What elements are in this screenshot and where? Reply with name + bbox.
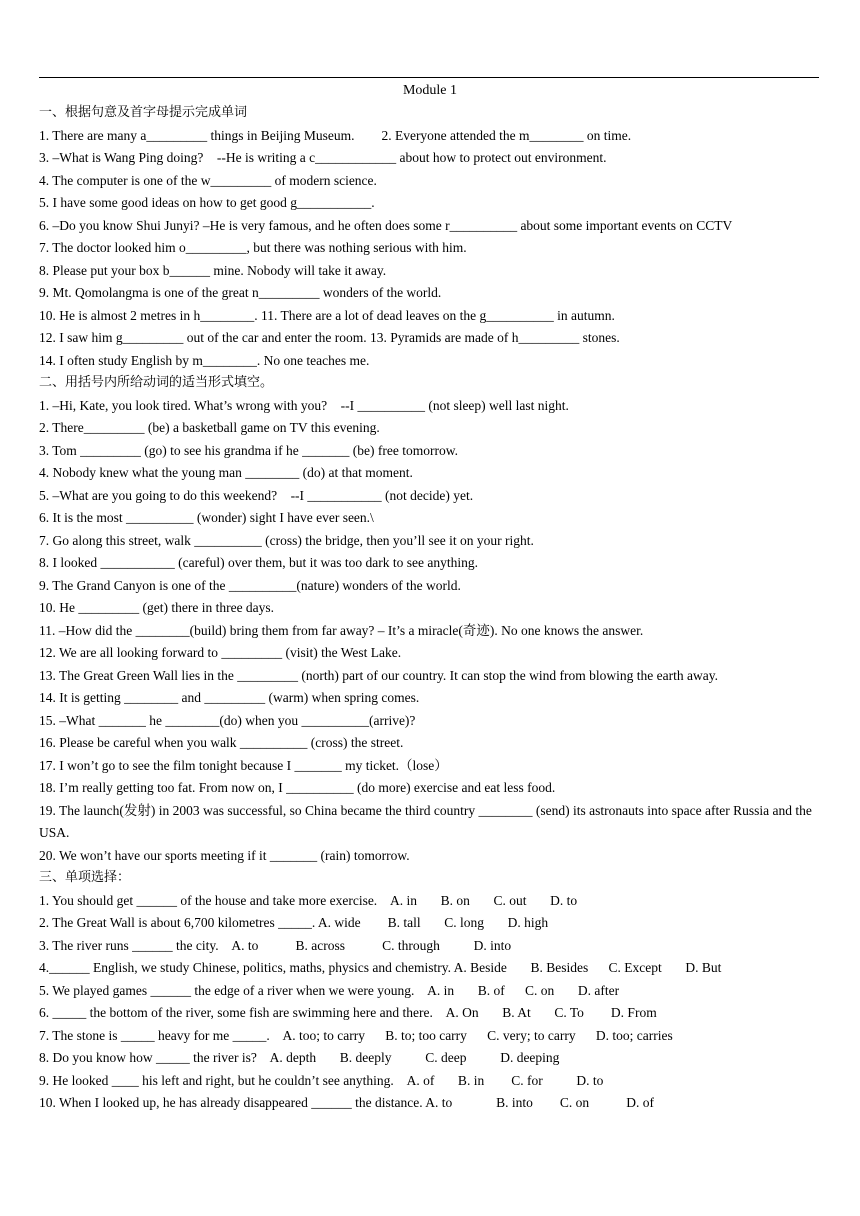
section2-line: 14. It is getting ________ and _________ (warm) when spring comes. [39,690,420,705]
section1-line: 1. There are many a_________ things in Beijing Museum. 2. Everyone attended the m________ on time. [39,127,632,143]
section2-line: 6. It is the most __________ (wonder) sight I have ever seen.\ [39,510,374,525]
section1-line: 9. Mt. Qomolangma is one of the great n_________ wonders of the world. [39,285,442,300]
section2-heading: 二、用括号内所给动词的适当形式填空。 [39,375,274,390]
section1-line: 4. The computer is one of the w_________ of modern science. [39,172,377,188]
section2-line: 9. The Grand Canyon is one of the __________(nature) wonders of the world. [39,577,461,593]
section3-question: 8. Do you know how _____ the river is? A. depth B. deeply C. deep D. deeping [39,1050,560,1065]
section2-line: 16. Please be careful when you walk __________ (cross) the street. [39,735,404,750]
section2-line: 11. –How did the ________(build) bring them from far away? – It’s a miracle(奇迹). No one knows the answer. [39,622,644,638]
section1-line: 8. Please put your box b______ mine. Nobody will take it away. [39,262,387,278]
section3-question: 7. The stone is _____ heavy for me _____. A. too; to carry B. to; too carry C. very; to carry D. too; carries [39,1027,673,1043]
section3-question: 6. _____ the bottom of the river, some fish are swimming here and there. A. On B. At C. To D. From [39,1005,657,1020]
section3-question: 10. When I looked up, he has already disappeared ______ the distance. A. to B. into C. on D. of [39,1095,655,1110]
section1-line: 12. I saw him g_________ out of the car and enter the room. 13. Pyramids are made of h_________ stones. [39,330,620,345]
section2-line: 17. I won’t go to see the film tonight because I _______ my ticket.（lose） [39,757,448,773]
section2-line: 3. Tom _________ (go) to see his grandma if he _______ (be) free tomorrow. [39,442,458,458]
section3-heading: 三、单项选择： [39,870,131,885]
section1-line: 6. –Do you know Shui Junyi? –He is very famous, and he often does some r__________ about some important events on CCTV [39,217,733,233]
section1-line: 14. I often study English by m________. No one teaches me. [39,352,370,368]
section3-question: 2. The Great Wall is about 6,700 kilometres _____. A. wide B. tall C. long D. high [39,915,549,930]
section2-line-19: 19. The launch(发射) in 2003 was successful, so China became the third country ________ (send) its astronauts into space after Russia and the USA. [39,802,816,840]
header-rule [39,77,819,78]
worksheet-content [39,102,825,1115]
section2-line: 1. –Hi, Kate, you look tired. What’s wrong with you? --I __________ (not sleep) well last night. [39,397,569,413]
section1-line: 5. I have some good ideas on how to get good g___________. [39,195,375,210]
section3-question: 4.______ English, we study Chinese, politics, maths, physics and chemistry. A. Beside B. Besides C. Except D. But [39,960,722,975]
section2-line: 13. The Great Green Wall lies in the _________ (north) part of our country. It can stop the wind from blowing the earth away. [39,667,718,683]
section2-line: 10. He _________ (get) there in three days. [39,600,275,615]
section2-line: 18. I’m really getting too fat. From now on, I __________ (do more) exercise and eat less food. [39,780,556,795]
section1-line: 7. The doctor looked him o_________, but there was nothing serious with him. [39,240,467,255]
section1-line: 3. –What is Wang Ping doing? --He is writing a c____________ about how to protect out environment. [39,150,607,165]
section2-line: 12. We are all looking forward to _________ (visit) the West Lake. [39,645,402,660]
section3-question: 9. He looked ____ his left and right, but he couldn’t see anything. A. of B. in C. for D. to [39,1072,604,1088]
document-title: Module 1 [402,83,458,98]
section3-question: 5. We played games ______ the edge of a river when we were young. A. in B. of C. on D. after [39,982,620,998]
section3-question: 1. You should get ______ of the house and take more exercise. A. in B. on C. out D. to [39,892,578,908]
section2-line-20: 20. We won’t have our sports meeting if it _______ (rain) tomorrow. [39,847,410,863]
section2-line: 4. Nobody knew what the young man ________ (do) at that moment. [39,465,413,480]
section2-line: 5. –What are you going to do this weekend? --I ___________ (not decide) yet. [39,487,474,503]
section2-line: 15. –What _______ he ________(do) when you __________(arrive)? [39,712,416,728]
section2-line: 7. Go along this street, walk __________ (cross) the bridge, then you’ll see it on your right. [39,532,534,548]
section1-line: 10. He is almost 2 metres in h________. 11. There are a lot of dead leaves on the g__________ in autumn. [39,307,615,323]
section2-line: 8. I looked ___________ (careful) over them, but it was too dark to see anything. [39,555,479,570]
section2-line: 2. There_________ (be) a basketball game on TV this evening. [39,420,380,435]
section3-question: 3. The river runs ______ the city. A. to B. across C. through D. into [39,937,512,953]
section1-heading: 一、根据句意及首字母提示完成单词 [39,105,248,120]
